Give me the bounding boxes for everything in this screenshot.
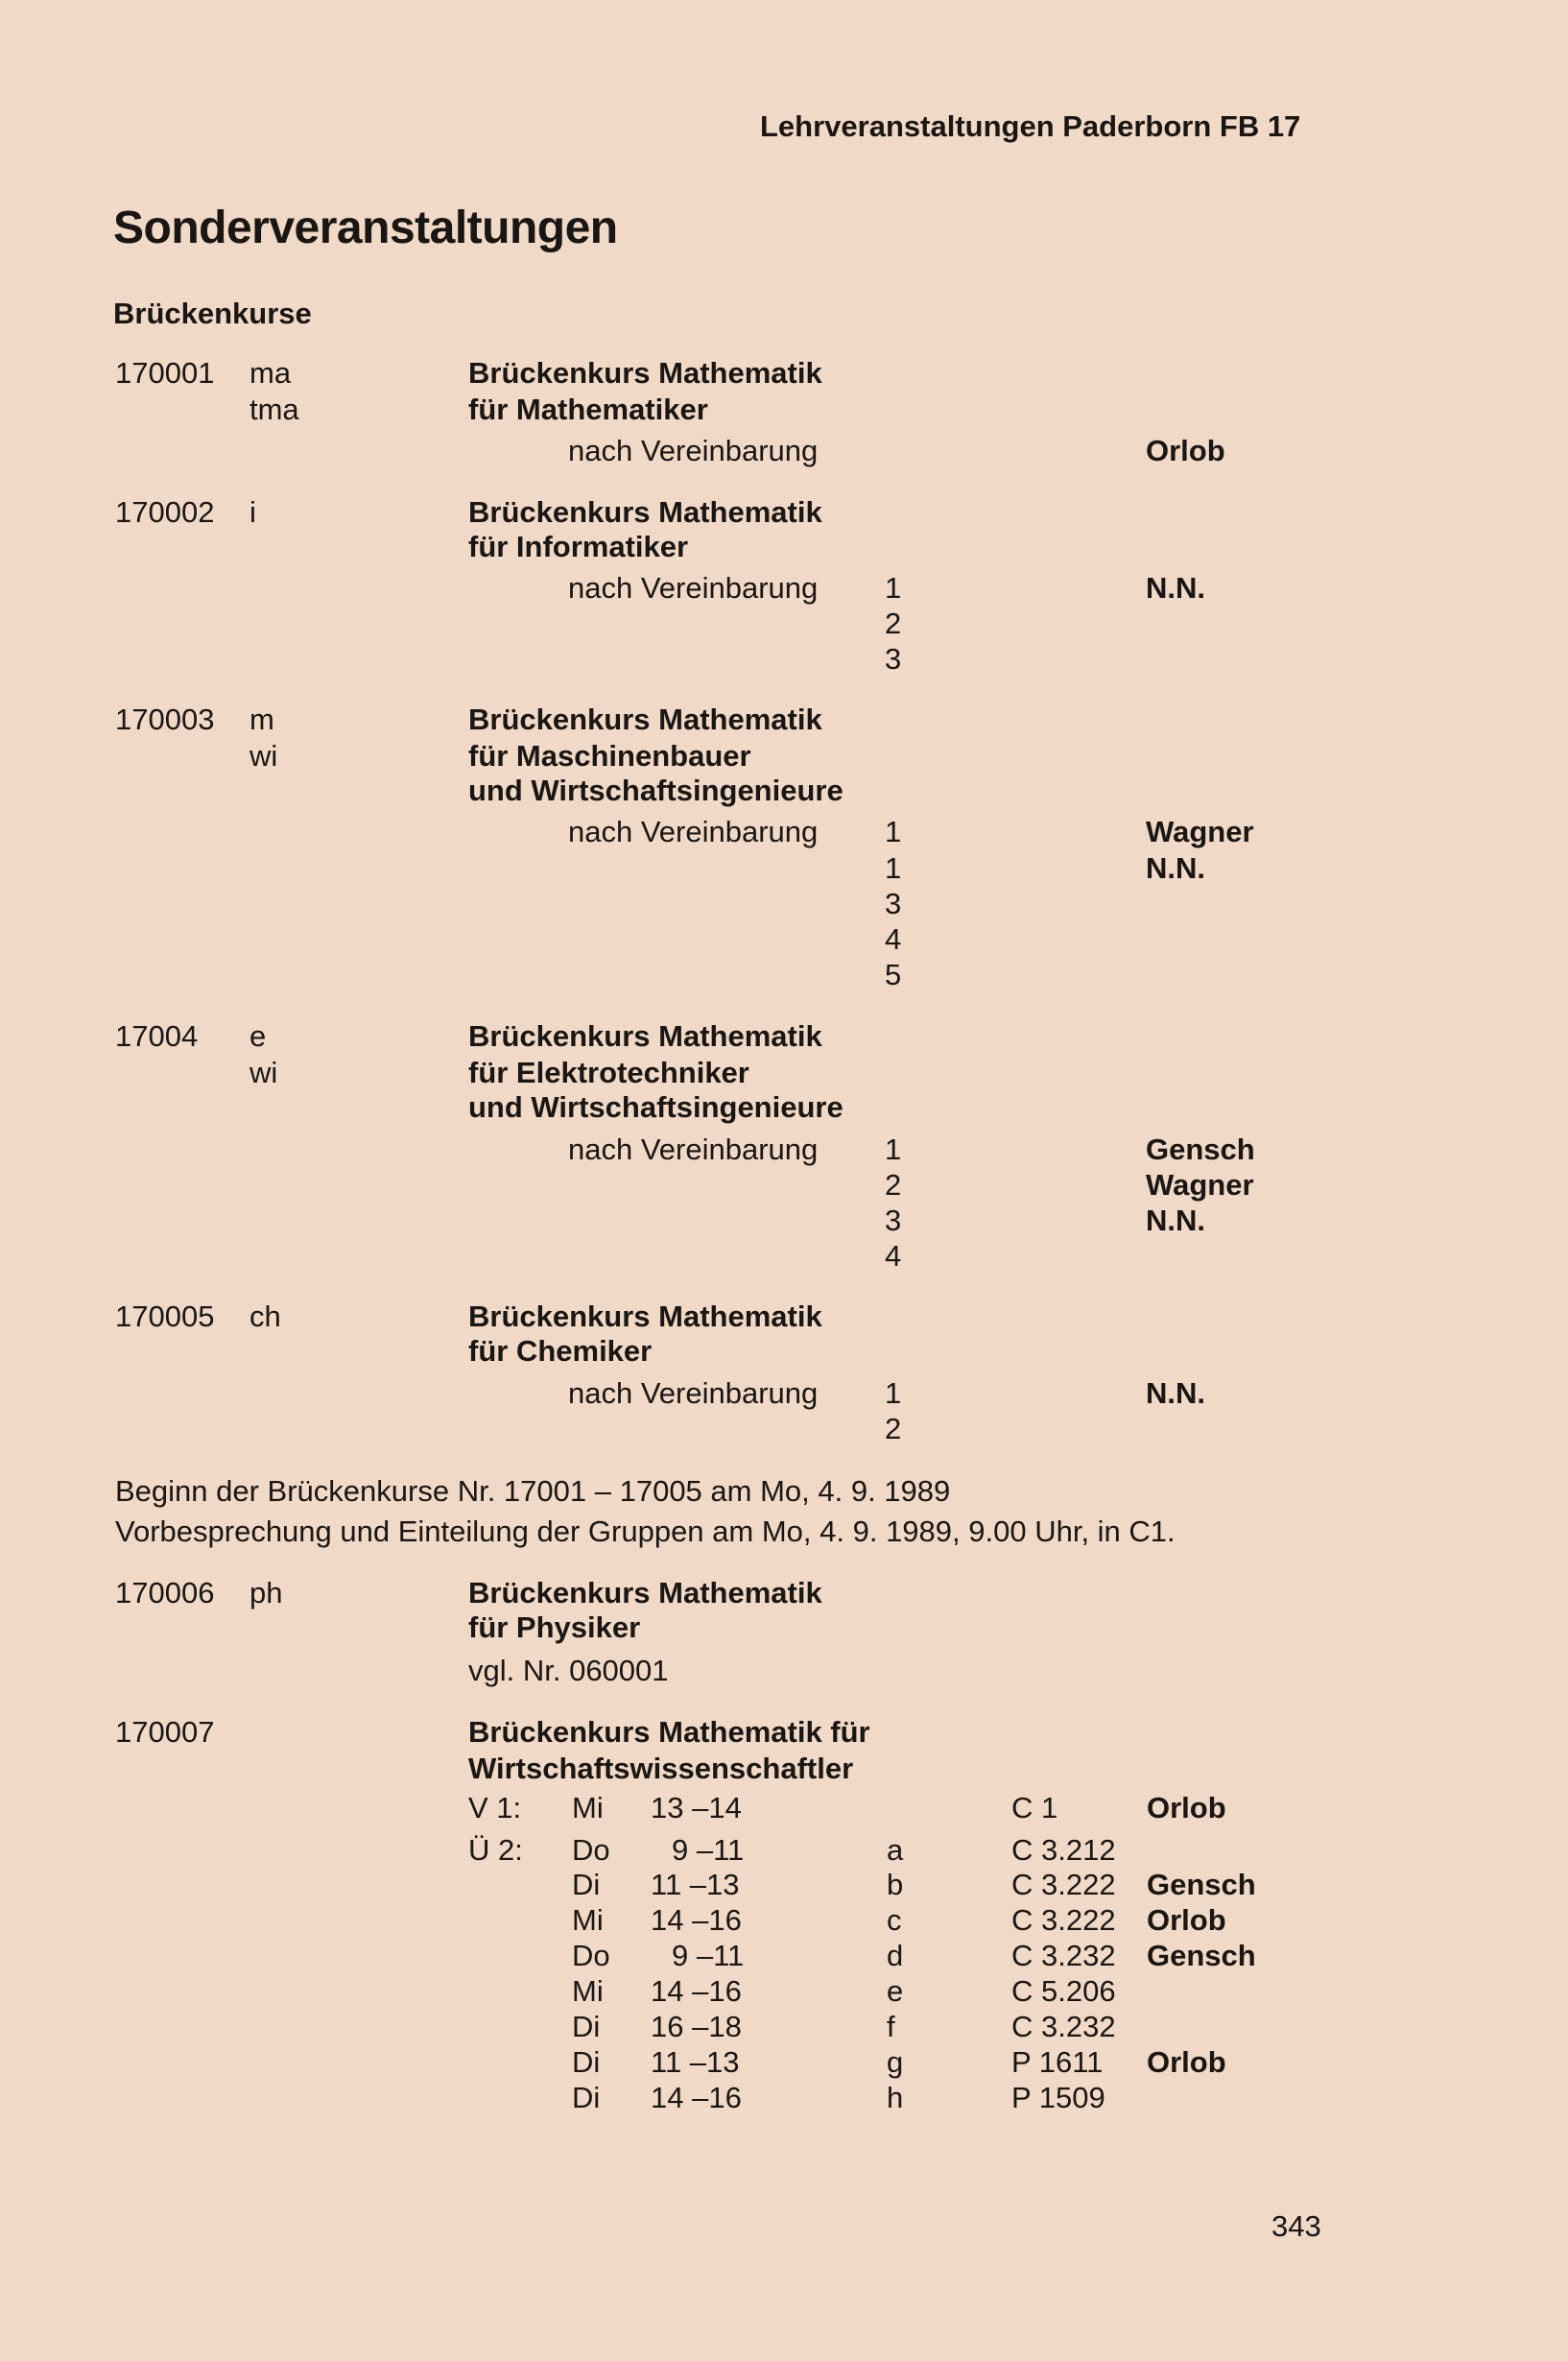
lecturer-name: N.N. [1146, 1376, 1205, 1410]
course-title-line: Wirtschaftswissenschaftler [468, 1752, 854, 1785]
page-title: Sonderveranstaltungen [113, 203, 618, 253]
session-day: Di [572, 2081, 601, 2114]
course-title-line: Brückenkurs Mathematik für [468, 1715, 870, 1749]
session-lecturer: Gensch [1147, 1868, 1256, 1901]
course-title-line: und Wirtschaftsingenieure [468, 774, 843, 807]
note-line: Vorbesprechung und Einteilung der Gruppen am Mo, 4. 9. 1989, 9.00 Uhr, in C1. [115, 1514, 1176, 1548]
course-number: 17004 [115, 1019, 199, 1053]
course-reference: vgl. Nr. 060001 [468, 1654, 669, 1687]
session-group: b [887, 1868, 904, 1901]
session-time: 9 –11 [672, 1939, 745, 1972]
course-schedule: nach Vereinbarung [568, 571, 819, 605]
course-number: 170002 [115, 495, 215, 529]
session-time: 13 –14 [651, 1791, 742, 1824]
course-code: e [249, 1019, 267, 1053]
session-type: V 1: [468, 1791, 522, 1824]
session-day: Mi [572, 1903, 604, 1937]
session-day: Di [572, 1868, 601, 1901]
session-group: c [887, 1903, 902, 1937]
course-schedule: nach Vereinbarung [568, 815, 819, 848]
session-room: C 3.232 [1011, 2010, 1116, 2043]
group-number: 2 [885, 1168, 902, 1202]
session-time: 14 –16 [651, 1974, 742, 2008]
session-time: 14 –16 [651, 1903, 742, 1937]
course-title-line: Brückenkurs Mathematik [468, 1576, 822, 1610]
session-group: h [887, 2081, 904, 2114]
course-schedule: nach Vereinbarung [568, 1133, 819, 1166]
session-room: C 3.222 [1011, 1868, 1116, 1901]
course-code: wi [249, 739, 278, 773]
group-number: 3 [885, 642, 902, 676]
session-lecturer: Orlob [1147, 1903, 1226, 1937]
session-time: 11 –13 [651, 2045, 740, 2079]
course-code: i [249, 495, 256, 529]
session-day: Di [572, 2045, 601, 2079]
session-room: P 1611 [1011, 2045, 1104, 2079]
session-group: f [887, 2010, 895, 2043]
running-header: Lehrveranstaltungen Paderborn FB 17 [760, 109, 1301, 143]
group-number: 5 [885, 958, 902, 991]
lecturer-name: Gensch [1146, 1133, 1255, 1166]
course-code: ch [249, 1300, 281, 1333]
course-title-line: Brückenkurs Mathematik [468, 703, 822, 736]
session-room: C 3.212 [1011, 1833, 1116, 1867]
note-line: Beginn der Brückenkurse Nr. 17001 – 17005 am Mo, 4. 9. 1989 [115, 1474, 951, 1508]
course-code: wi [249, 1056, 278, 1089]
session-lecturer: Orlob [1147, 1791, 1226, 1824]
session-group: e [887, 1974, 904, 2008]
course-title-line: für Elektrotechniker [468, 1056, 749, 1089]
session-time: 11 –13 [651, 1868, 740, 1901]
session-day: Mi [572, 1791, 604, 1824]
session-day: Do [572, 1833, 610, 1867]
session-lecturer: Orlob [1147, 2045, 1226, 2079]
group-number: 1 [885, 815, 902, 848]
group-number: 2 [885, 1412, 902, 1445]
session-time: 16 –18 [651, 2010, 742, 2043]
session-group: g [887, 2045, 904, 2079]
course-title-line: Brückenkurs Mathematik [468, 495, 822, 529]
group-number: 4 [885, 1239, 902, 1273]
course-title-line: für Physiker [468, 1610, 641, 1644]
session-lecturer: Gensch [1147, 1939, 1256, 1972]
session-time: 9 –11 [672, 1833, 745, 1867]
session-group: a [887, 1833, 904, 1867]
course-number: 170003 [115, 703, 215, 736]
session-room: C 5.206 [1011, 1974, 1116, 2008]
session-day: Di [572, 2010, 601, 2043]
session-room: C 3.222 [1011, 1903, 1116, 1937]
lecturer-name: N.N. [1146, 1204, 1205, 1237]
group-number: 1 [885, 1376, 902, 1410]
course-code: m [249, 703, 274, 736]
course-title-line: für Maschinenbauer [468, 739, 751, 773]
group-number: 1 [885, 1133, 902, 1166]
course-number: 170001 [115, 356, 215, 390]
course-title-line: für Chemiker [468, 1334, 653, 1368]
session-room: C 3.232 [1011, 1939, 1116, 1972]
course-title-line: Brückenkurs Mathematik [468, 1019, 822, 1053]
session-type: Ü 2: [468, 1833, 523, 1867]
session-day: Do [572, 1939, 610, 1972]
lecturer-name: N.N. [1146, 851, 1205, 885]
page-number: 343 [1271, 2209, 1321, 2243]
course-number: 170007 [115, 1715, 215, 1749]
lecturer-name: N.N. [1146, 571, 1205, 605]
group-number: 1 [885, 571, 902, 605]
course-schedule: nach Vereinbarung [568, 1376, 819, 1410]
lecturer-name: Wagner [1146, 1168, 1254, 1202]
section-heading: Brückenkurse [113, 297, 312, 330]
session-day: Mi [572, 1974, 604, 2008]
session-room: P 1509 [1011, 2081, 1105, 2114]
course-title-line: für Mathematiker [468, 393, 708, 426]
course-title-line: Brückenkurs Mathematik [468, 356, 822, 390]
course-code: ph [249, 1576, 283, 1610]
group-number: 1 [885, 851, 902, 885]
course-title-line: und Wirtschaftsingenieure [468, 1090, 843, 1124]
course-title-line: Brückenkurs Mathematik [468, 1300, 822, 1333]
session-group: d [887, 1939, 904, 1972]
lecturer-name: Wagner [1146, 815, 1254, 848]
group-number: 4 [885, 922, 902, 956]
course-title-line: für Informatiker [468, 530, 689, 563]
course-code: ma [249, 356, 292, 390]
lecturer-name: Orlob [1146, 434, 1225, 467]
session-time: 14 –16 [651, 2081, 742, 2114]
course-code: tma [249, 393, 299, 426]
course-schedule: nach Vereinbarung [568, 434, 819, 467]
session-room: C 1 [1011, 1791, 1058, 1824]
course-number: 170005 [115, 1300, 215, 1333]
group-number: 2 [885, 607, 902, 640]
group-number: 3 [885, 1204, 902, 1237]
group-number: 3 [885, 887, 902, 920]
course-number: 170006 [115, 1576, 215, 1610]
